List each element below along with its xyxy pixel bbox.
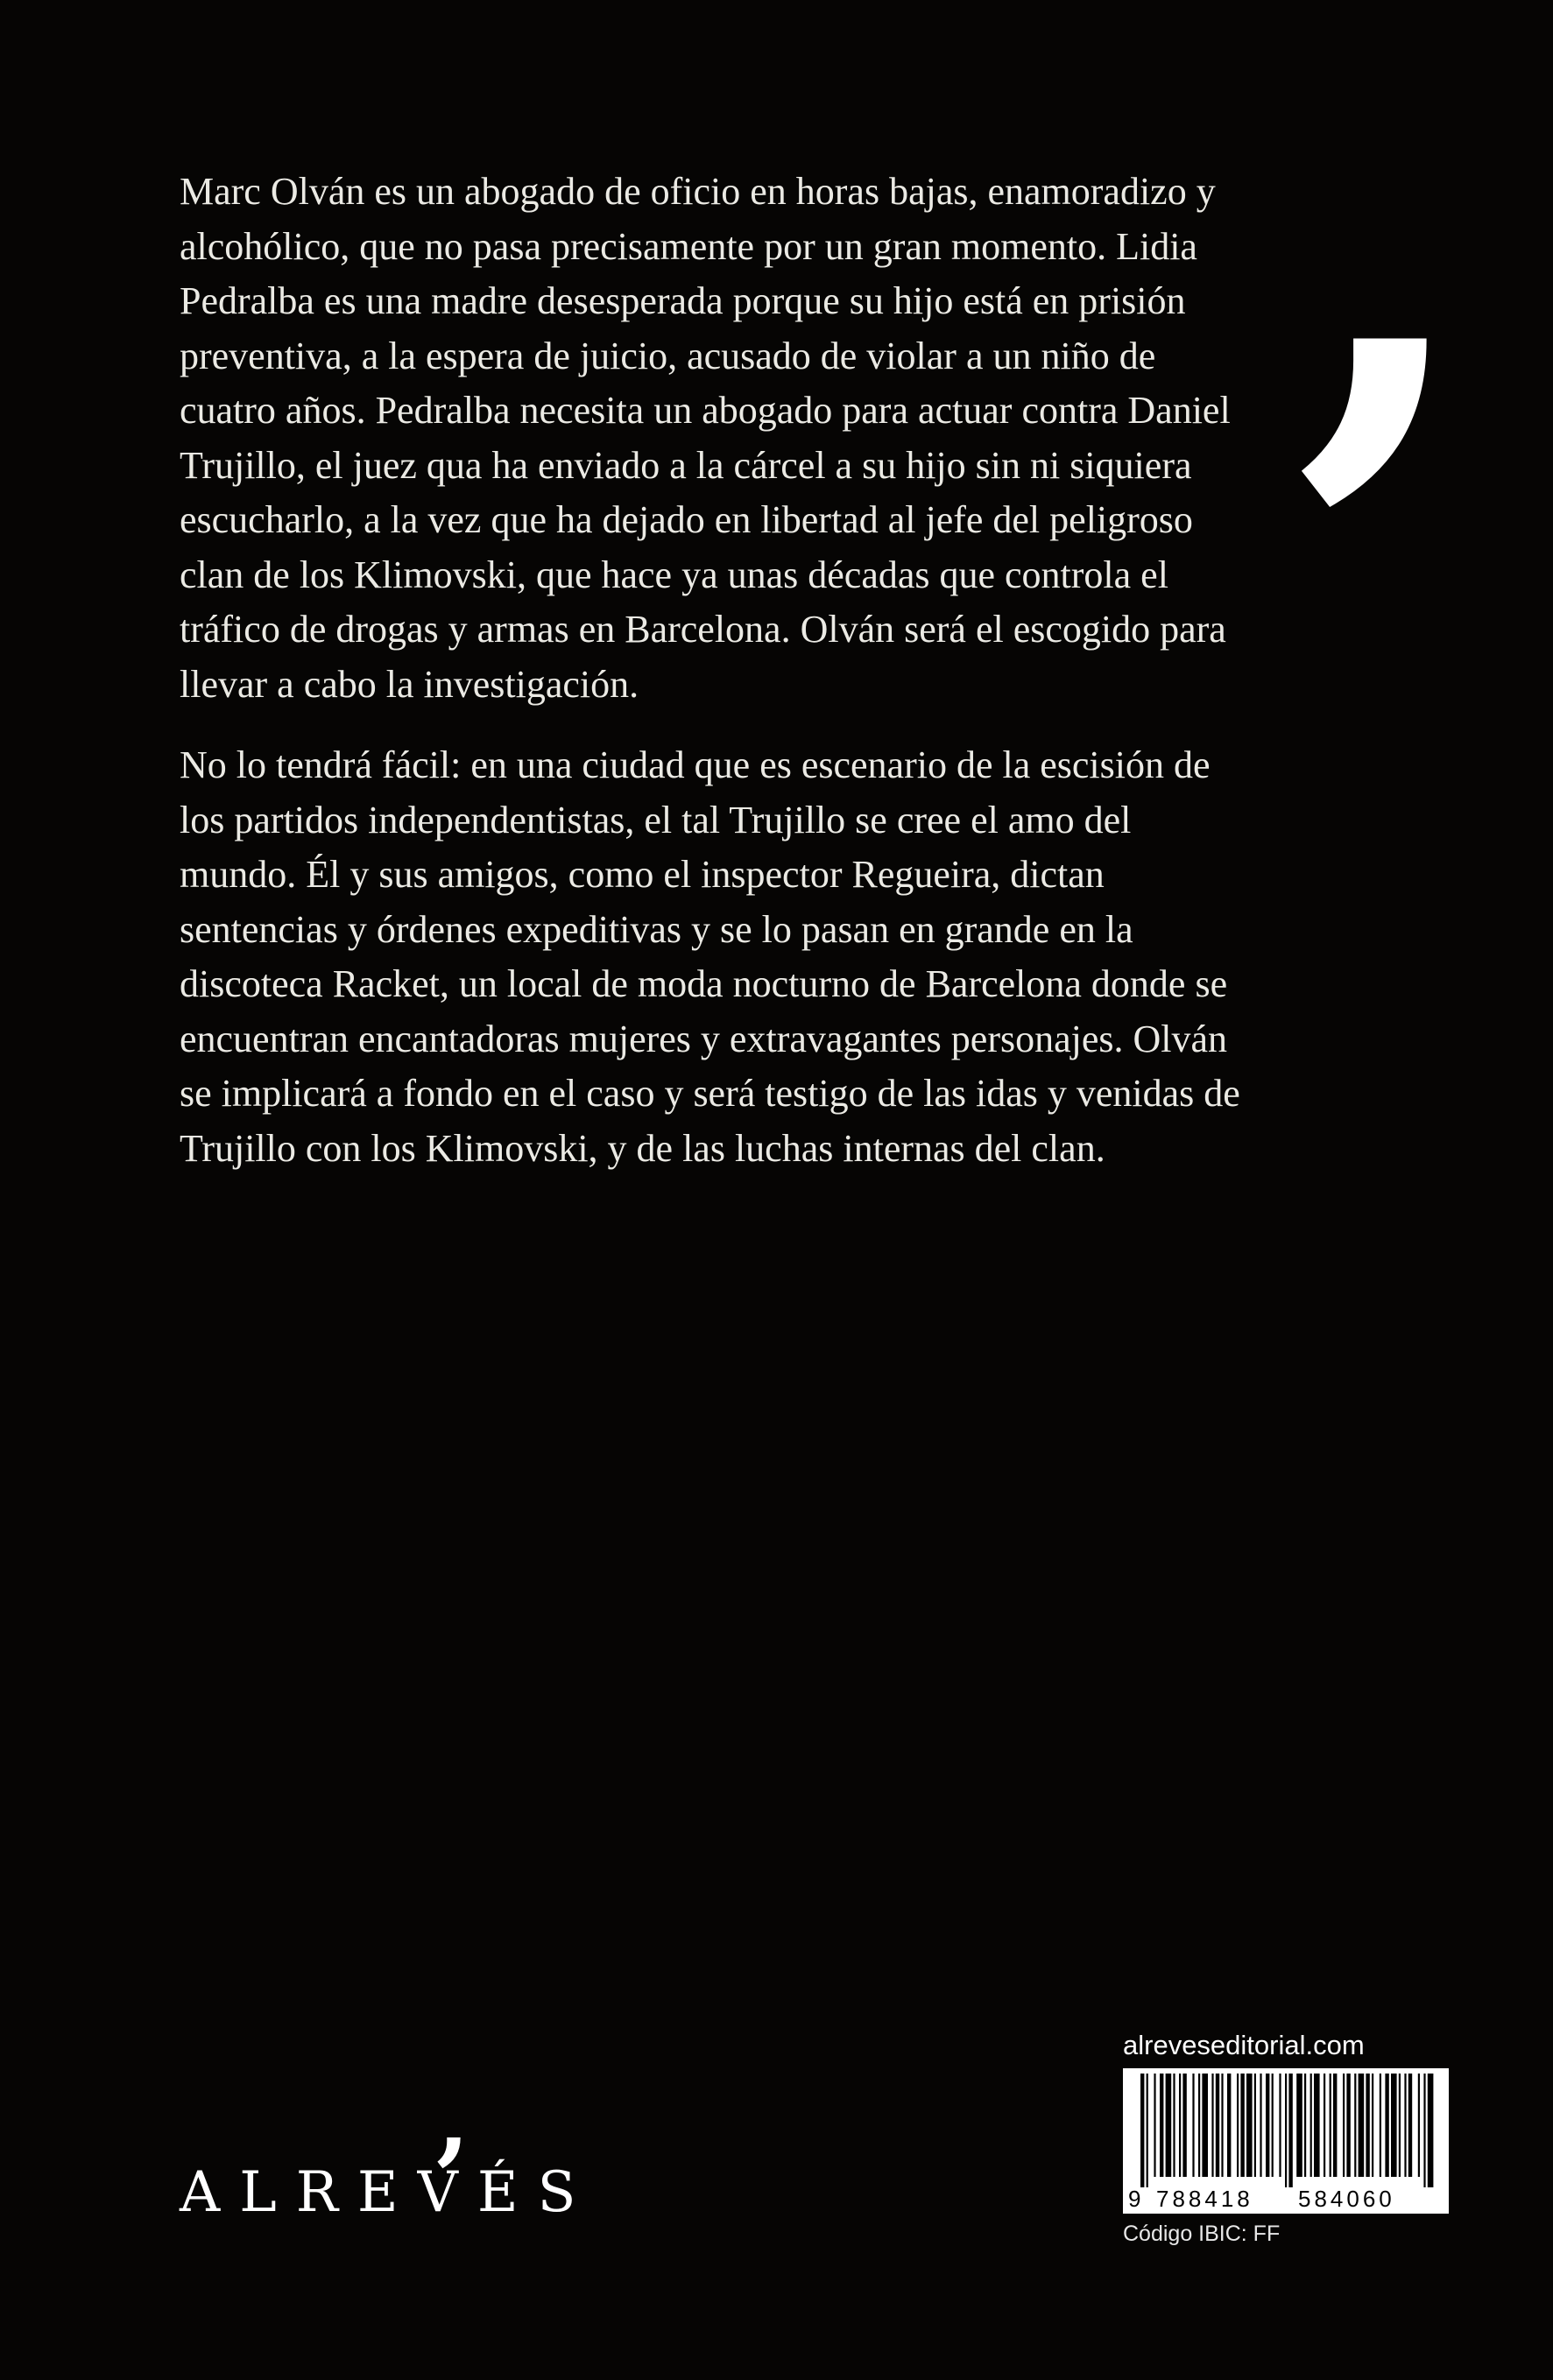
barcode-bar [1254, 2074, 1256, 2177]
barcode-bar [1147, 2074, 1148, 2187]
barcode-bar [1221, 2074, 1223, 2177]
synopsis-paragraph-1: Marc Olván es un abogado de oficio en horas bajas, enamoradizo y alcohólico, que no pasa precisamente por un gran momento. Lidia Pedralba es una madre desesperada porque su hijo está en prisión preventiva, a la espera de juicio, acusado de violar a un niño de cuatro años. Pedralba necesita un abogado para actuar contra Daniel Trujillo, el juez qua ha enviado a la cárcel a su hijo sin ni siquiera escucharlo, a la vez que ha dejado en libertad al jefe del peligroso clan de los Klimovski, que hace ya unas décadas que controla el tráfico de drogas y armas en Barcelona. Olván será el escogido para llevar a cabo la investigación. [180, 170, 1231, 706]
barcode-bar [1330, 2074, 1331, 2177]
barcode-bar [1359, 2074, 1365, 2177]
barcode-bar [1428, 2074, 1434, 2187]
barcode-digit-first: 9 [1128, 2186, 1141, 2212]
barcode-bar [1211, 2074, 1213, 2177]
barcode-bar [1304, 2074, 1306, 2177]
book-synopsis [180, 165, 1248, 1202]
barcode-bar [1198, 2074, 1200, 2177]
barcode-bar [1182, 2074, 1186, 2177]
decorative-comma-glyph: , [1295, 0, 1478, 545]
publisher-website: alreveseditorial.com [1123, 2030, 1365, 2060]
barcode-bars [1140, 2074, 1433, 2187]
publisher-logo [180, 2062, 596, 2242]
logo-wordmark: ALREVÉS [180, 2160, 596, 2225]
barcode-bar [1408, 2074, 1412, 2177]
barcode-bar [1279, 2074, 1281, 2177]
barcode-bar [1324, 2074, 1325, 2177]
barcode-bar [1399, 2074, 1401, 2177]
barcode-bar [1202, 2074, 1208, 2177]
barcode-bar [1192, 2074, 1194, 2177]
barcode-bar [1385, 2074, 1388, 2177]
barcode-bar [1288, 2074, 1292, 2187]
barcode-bar [1346, 2074, 1350, 2177]
barcode-digits-right: 584060 [1298, 2186, 1395, 2212]
barcode-bar [1314, 2074, 1320, 2177]
barcode-bar [1285, 2074, 1287, 2187]
barcode-bar [1354, 2074, 1356, 2177]
barcode-bar [1227, 2074, 1231, 2177]
barcode-bar [1140, 2074, 1144, 2187]
barcode-bar [1366, 2074, 1369, 2177]
barcode-bar [1166, 2074, 1172, 2177]
barcode-bar [1404, 2074, 1406, 2177]
barcode-bar [1260, 2074, 1261, 2177]
isbn-barcode [1123, 2068, 1449, 2214]
logo-comma-icon: , [436, 2062, 470, 2175]
barcode-digits-left: 788418 [1156, 2186, 1253, 2212]
barcode-bar [1310, 2074, 1312, 2177]
barcode-bar [1380, 2074, 1381, 2177]
barcode-bar [1154, 2074, 1155, 2177]
barcode-bar [1173, 2074, 1175, 2177]
barcode-bar [1391, 2074, 1397, 2177]
barcode-bar [1266, 2074, 1269, 2177]
barcode-svg [1123, 2068, 1449, 2214]
barcode-bar [1237, 2074, 1239, 2177]
barcode-bar [1372, 2074, 1373, 2177]
barcode-bar [1296, 2074, 1302, 2177]
ibic-code: Código IBIC: FF [1123, 2222, 1281, 2246]
barcode-bar [1333, 2074, 1337, 2177]
barcode-bar [1240, 2074, 1244, 2177]
synopsis-paragraph-2: No lo tendrá fácil: en una ciudad que es escenario de la escisión de los partidos independentistas, el tal Trujillo se cree el amo del mundo. Él y sus amigos, como el inspector Regueira, dictan sentencias y órdenes expeditivas y se lo pasan en grande en la discoteca Racket, un local de moda nocturno de Barcelona donde se encuentran encantadoras mujeres y extravagantes personajes. Olván se implicará a fondo en el caso y será testigo de las idas y venidas de Trujillo con los Klimovski, y de las luchas internas del clan. [180, 743, 1240, 1170]
barcode-bar [1418, 2074, 1420, 2177]
barcode-bar [1246, 2074, 1253, 2177]
barcode-bar [1343, 2074, 1345, 2177]
barcode-bar [1179, 2074, 1181, 2177]
barcode-bar [1216, 2074, 1219, 2177]
barcode-bar [1160, 2074, 1163, 2177]
barcode-bar [1423, 2074, 1425, 2187]
barcode-bar [1272, 2074, 1274, 2177]
